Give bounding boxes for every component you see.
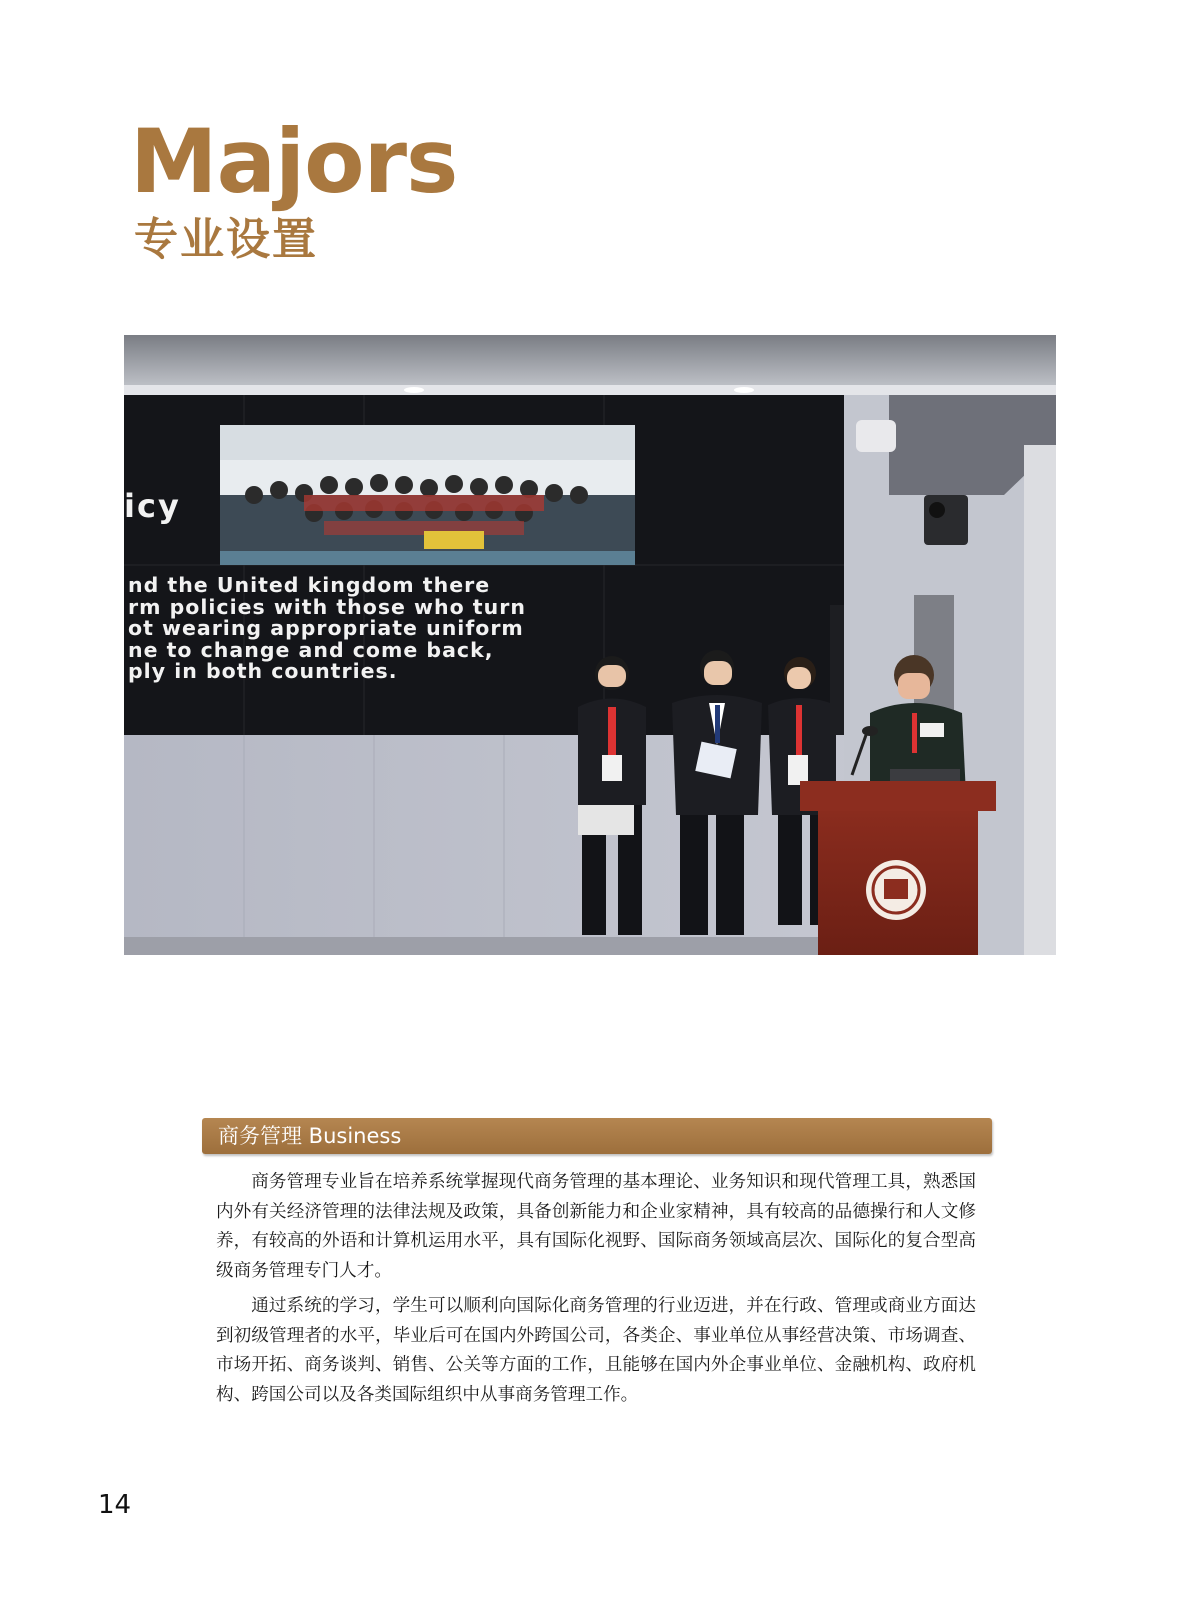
section-header-title: 商务管理 Business (218, 1124, 402, 1148)
slide-line: nd the United kingdom there (128, 573, 491, 597)
body-paragraph: 通过系统的学习，学生可以顺利向国际化商务管理的行业迈进，并在行政、管理或商业方面达到初级管理者的水平，毕业后可在国内外跨国公司，各类企、事业单位从事经营决策、市场调查、市场开拓、商务谈判、销售、公关等方面的工作，且能够在国内外企事业单位、金融机构、政府机构、跨国公司以及各类国际组织中从事商务管理工作。 (216, 1296, 976, 1405)
slide-heading-fragment: icy (124, 487, 181, 525)
podium (800, 781, 996, 955)
body-paragraph: 商务管理专业旨在培养系统掌握现代商务管理的基本理论、业务知识和现代管理工具，熟悉国内外有关经济管理的法律法规及政策，具备创新能力和企业家精神，具有较高的品德操行和人文修养，有较高的外语和计算机运用水平，具有国际化视野、国际商务领域高层次、国际化的复合型高级商务管理专门人才。 (216, 1172, 976, 1281)
slide-line: ot wearing appropriate uniform (128, 616, 524, 640)
page-title-chinese: 专业设置 (134, 214, 318, 265)
slide-line: ply in both countries. (128, 659, 398, 683)
page-number: 14 (98, 1490, 132, 1520)
slide-line: ne to change and come back, (128, 637, 494, 662)
section-header-bar (202, 1118, 992, 1154)
section-body (216, 1168, 976, 1416)
presentation-photo (124, 335, 1056, 955)
page-title-english: Majors (130, 110, 458, 213)
slide-body-text (128, 575, 526, 683)
slide-line: rm policies with those who turn (128, 594, 526, 619)
